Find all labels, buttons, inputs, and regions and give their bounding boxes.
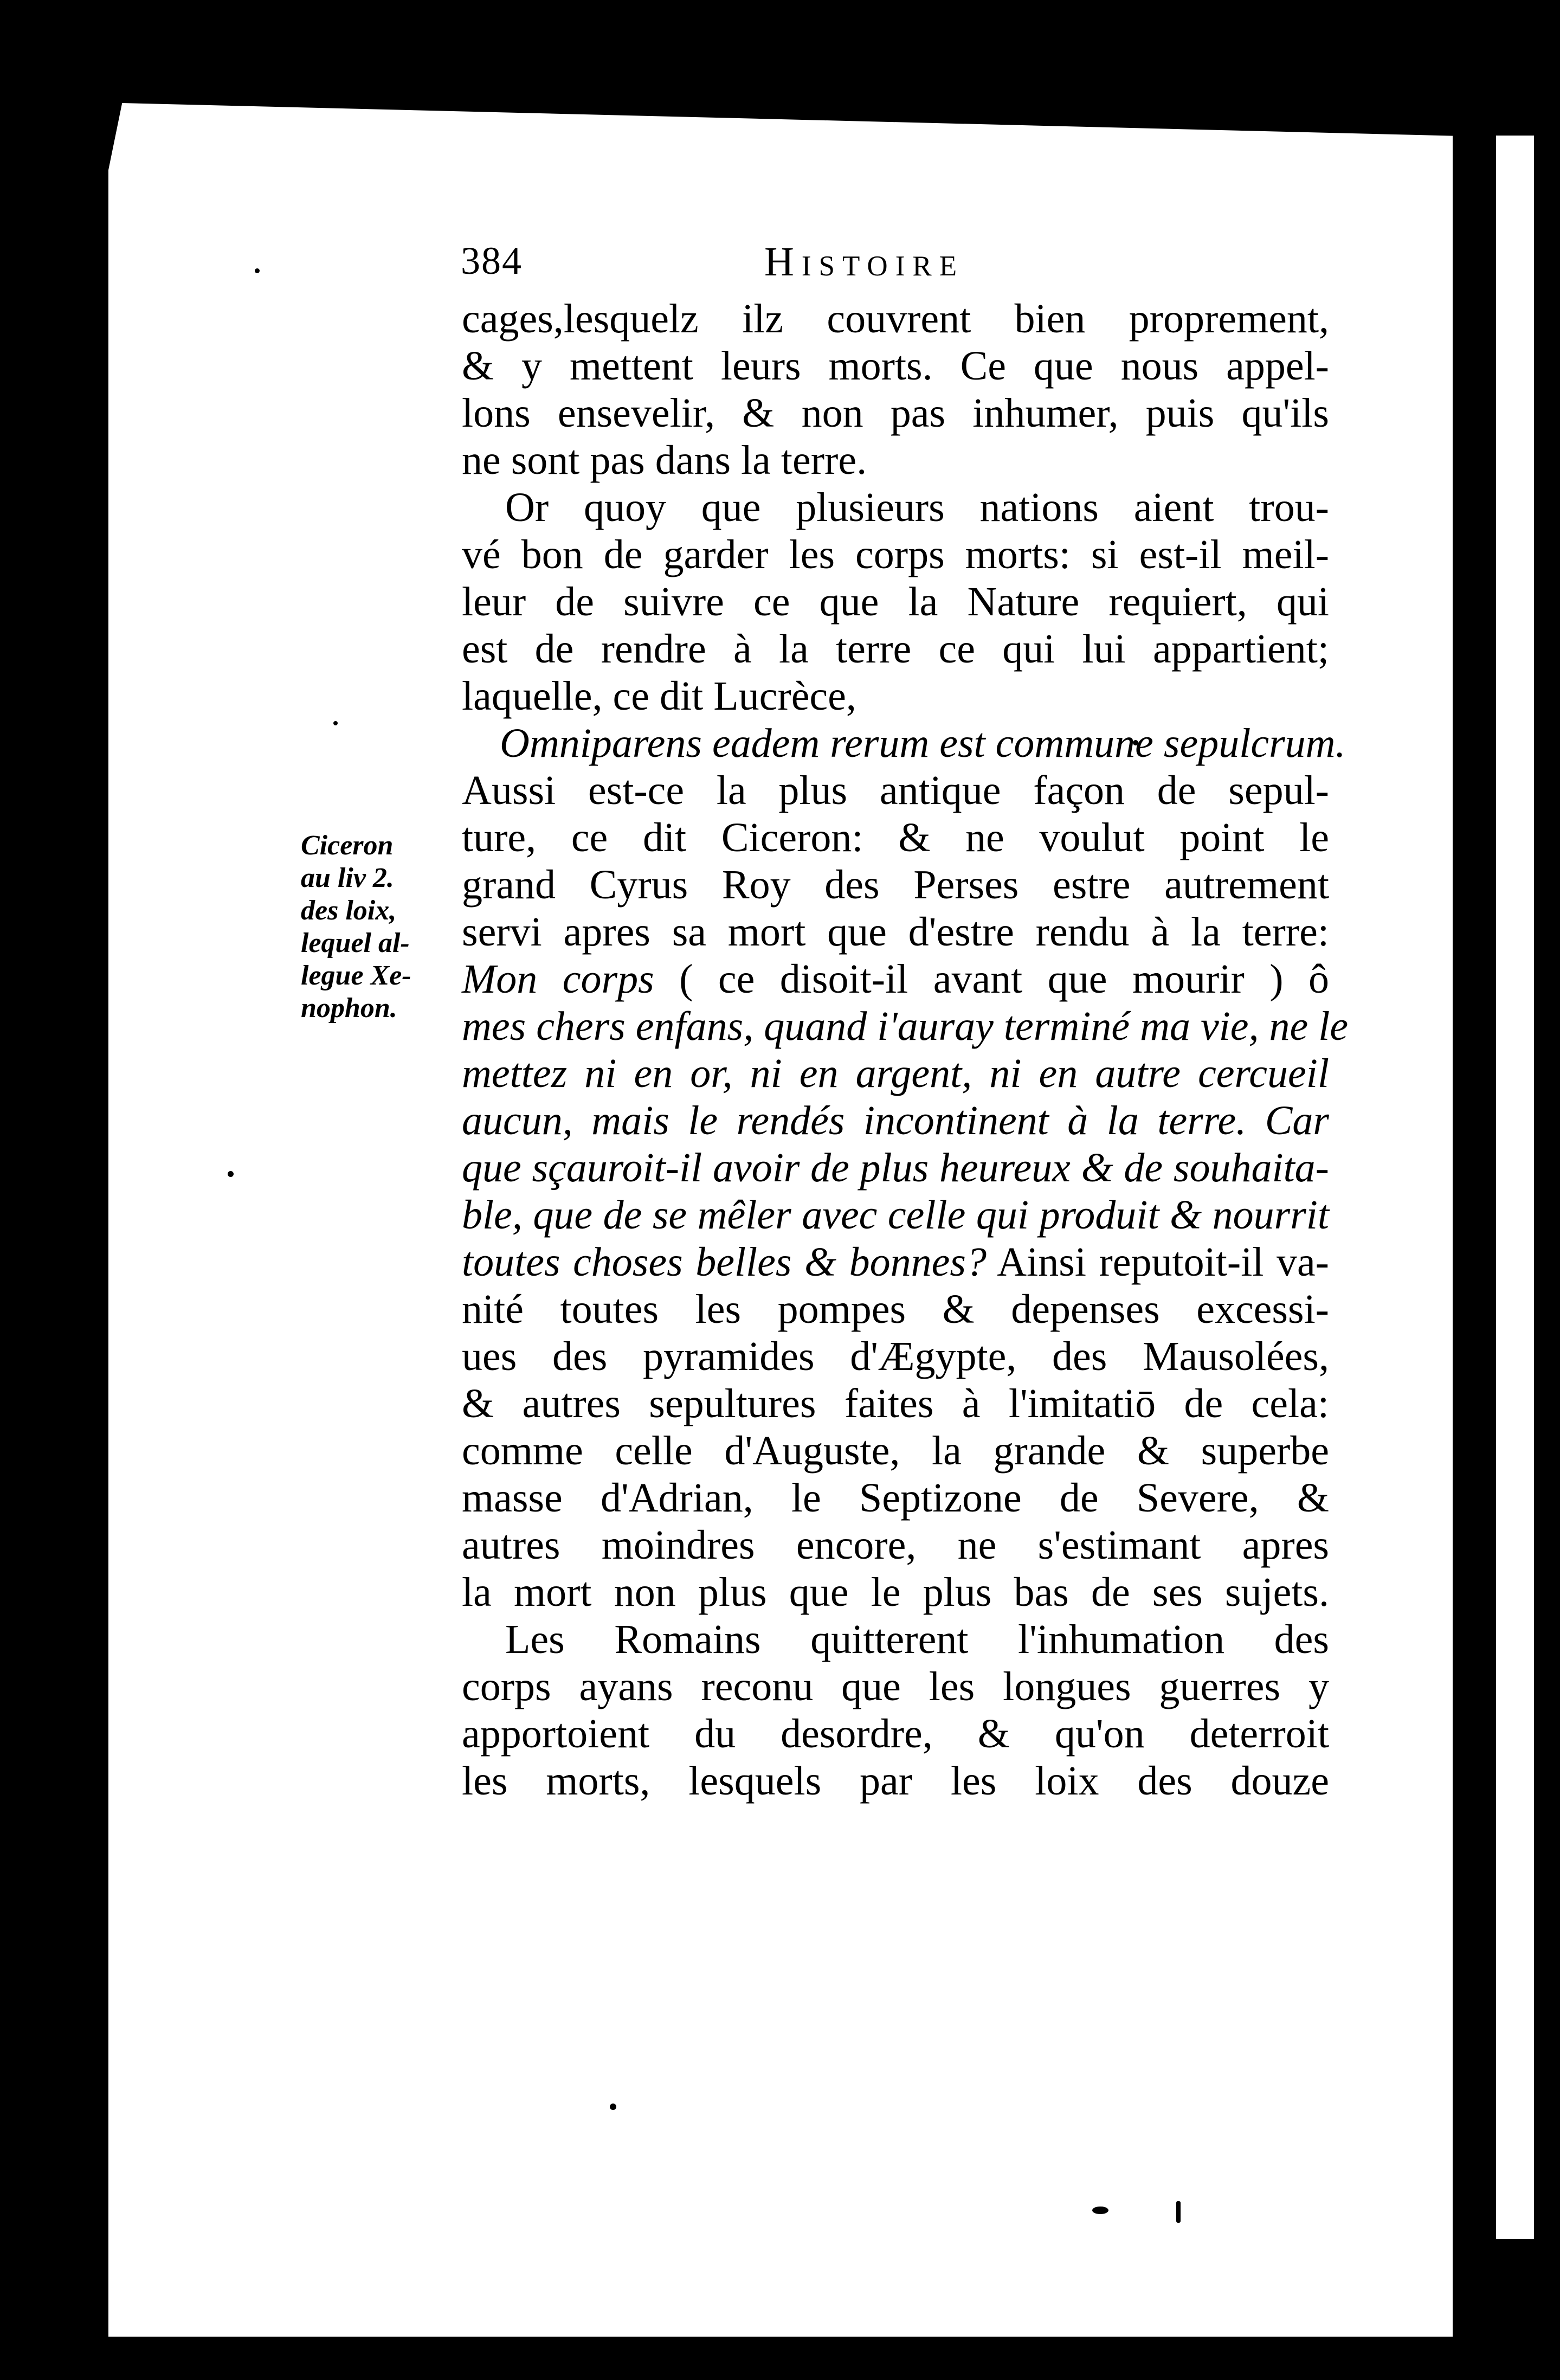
page-header — [461, 239, 1339, 298]
italic-line: mes chers enfans, quand i'auray terminé ma vie, ne le — [462, 1004, 1349, 1049]
text-line: laquelle, ce dit Lucrèce, — [462, 673, 856, 719]
margin-note-line: legue Xe- — [301, 960, 411, 991]
scan-speck — [610, 2104, 616, 2110]
text-line: la mort non plus que le plus bas de ses sujets. — [462, 1569, 1329, 1615]
text-line: leur de suivre ce que la Nature requiert, qui — [462, 579, 1329, 625]
margin-note-line: nophon. — [301, 993, 397, 1024]
running-head: Histoire — [764, 239, 965, 285]
text-line-mixed — [462, 1239, 1329, 1286]
body-text — [462, 295, 1349, 1805]
margin-note-line: lequel al- — [301, 928, 410, 959]
marginal-note — [301, 829, 458, 1025]
scan-speck — [1092, 2207, 1108, 2214]
text-line: Aussi est-ce la plus antique façon de sepul- — [462, 768, 1329, 813]
text-line: & autres sepultures faites à l'imitatiō de cela: — [462, 1381, 1329, 1426]
next-page-edge — [1496, 136, 1534, 2239]
italic-phrase: toutes choses belles & bonnes? — [462, 1239, 987, 1285]
text-line: ture, ce dit Ciceron: & ne voulut point le — [462, 815, 1329, 860]
text-line: servi apres sa mort que d'estre rendu à la terre: — [462, 909, 1329, 955]
text-line: comme celle d'Auguste, la grande & superbe — [462, 1428, 1329, 1474]
margin-note-line: au liv 2. — [301, 863, 394, 893]
text-line: ues des pyramides d'Ægypte, des Mausolées, — [462, 1334, 1329, 1379]
text-line-mixed — [462, 956, 1329, 1003]
scan-speck — [228, 1171, 234, 1177]
text-line: lons ensevelir, & non pas inhumer, puis qu'ils — [462, 390, 1329, 436]
scan-speck — [1176, 2201, 1181, 2223]
text-line: & y mettent leurs morts. Ce que nous appel- — [462, 343, 1329, 389]
scan-speck — [255, 268, 260, 273]
italic-line: mettez ni en or, ni en argent, ni en autre cercueil — [462, 1051, 1329, 1096]
text-line: les morts, lesquels par les loix des douze — [462, 1758, 1329, 1804]
text-line: Or quoy que plusieurs nations aient trou- — [505, 485, 1329, 530]
italic-line: que sçauroit-il avoir de plus heureux & de souhaita- — [462, 1145, 1329, 1191]
text-line: Les Romains quitterent l'inhumation des — [505, 1617, 1329, 1662]
page-number: 384 — [461, 239, 523, 282]
text-line: corps ayans reconu que les longues guerres y — [462, 1664, 1329, 1709]
text-line: autres moindres encore, ne s'estimant apres — [462, 1522, 1329, 1568]
text-line: nité toutes les pompes & depenses excessi- — [462, 1287, 1329, 1332]
text-line: ne sont pas dans la terre. — [462, 438, 867, 483]
scan-speck — [333, 721, 338, 725]
margin-note-line: des loix, — [301, 895, 397, 926]
italic-line: ble, que de se mêler avec celle qui produit & nourrit — [462, 1192, 1329, 1238]
italic-line: aucun, mais le rendés incontinent à la terre. Car — [462, 1098, 1329, 1143]
italic-phrase: Mon corps — [462, 956, 654, 1002]
text-line: masse d'Adrian, le Septizone de Severe, & — [462, 1475, 1329, 1521]
text-line: vé bon de garder les corps morts: si est-il meil- — [462, 532, 1329, 577]
text-line: grand Cyrus Roy des Perses estre autrement — [462, 862, 1329, 908]
latin-quotation: Omniparens eadem rerum est commune sepulcrum. — [500, 721, 1346, 766]
roman-phrase: ( ce disoit-il avant que mourir ) ô — [654, 956, 1329, 1002]
text-line: est de rendre à la terre ce qui lui appartient; — [462, 626, 1329, 672]
text-line: apportoient du desordre, & qu'on deterroit — [462, 1711, 1329, 1757]
roman-phrase: Ainsi reputoit-il va- — [986, 1239, 1329, 1285]
margin-note-line: Ciceron — [301, 830, 394, 861]
text-line: cages,lesquelz ilz couvrent bien proprement, — [462, 296, 1329, 342]
